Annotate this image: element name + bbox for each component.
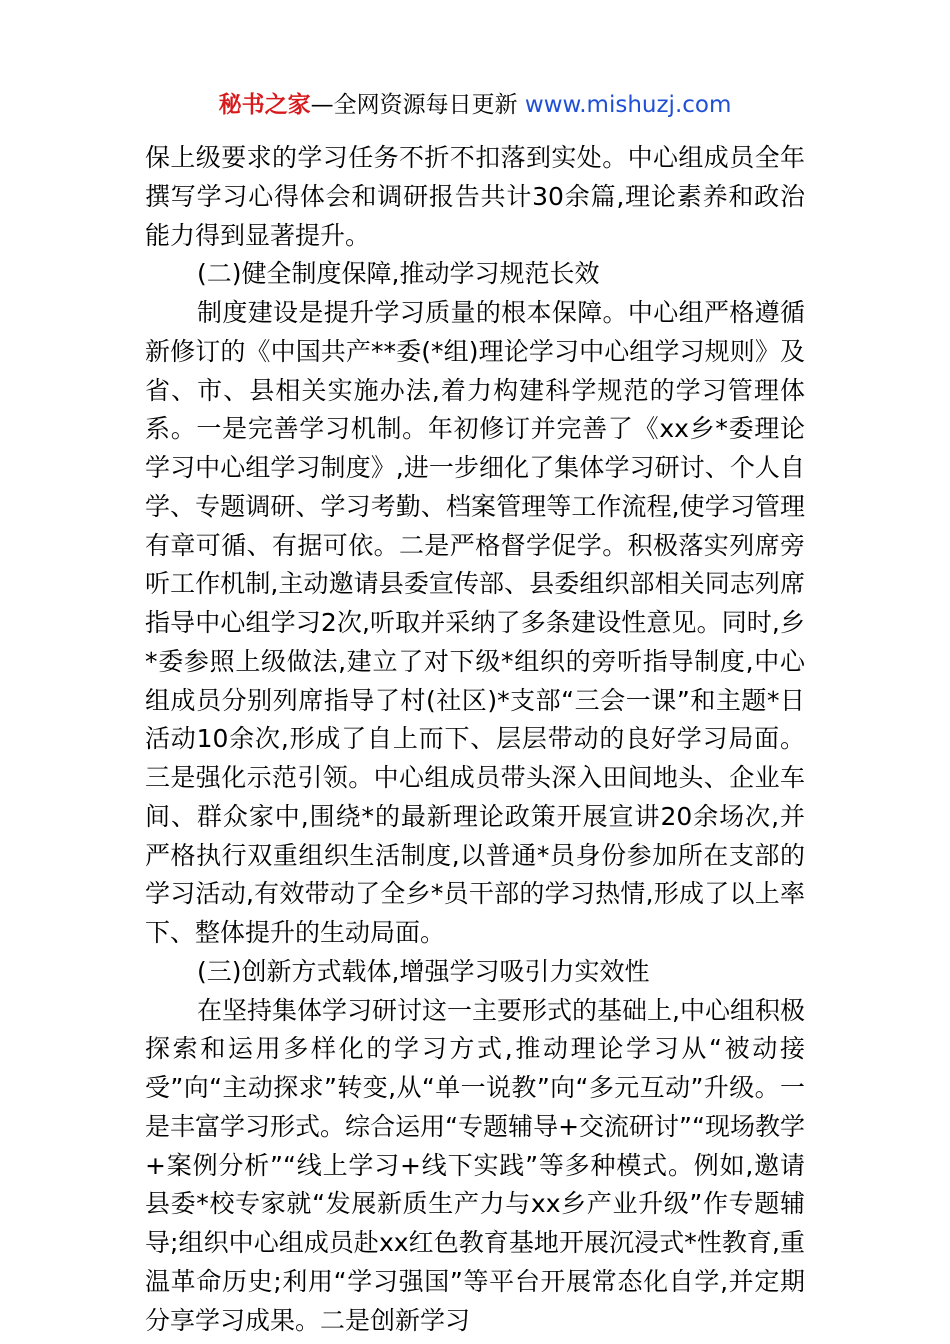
site-url[interactable]: www.mishuzj.com [524,92,732,118]
brand-name: 秘书之家 [218,92,311,118]
section-heading-2: (二)健全制度保障,推动学习规范长效 [197,259,600,289]
section-heading-3: (三)创新方式载体,增强学习吸引力实效性 [197,956,650,986]
document-body [145,139,805,1340]
paragraph-system-building: 制度建设是提升学习质量的根本保障。中心组严格遵循新修订的《中国共产**委(*组)理论学习中心组学习规则》及省、市、县相关实施办法,着力构建科学规范的学习管理体系。一是完善学习机制。年初修订并完善了《xx乡*委理论学习中心组学习制度》,进一步细化了集体学习研讨、个人自学、专题调研、学习考勤、档案管理等工作流程,使学习管理有章可循、有据可依。二是严格督学促学。积极落实列席旁听工作机制,主动邀请县委宣传部、县委组织部相关同志列席指导中心组学习2次,听取并采纳了多条建设性意见。同时,乡*委参照上级做法,建立了对下级*组织的旁听指导制度,中心组成员分别列席指导了村(社区)*支部“三会一课”和主题*日活动10余次,形成了自上而下、层层带动的良好学习局面。三是强化示范引领。中心组成员带头深入田间地头、企业车间、群众家中,围绕*的最新理论政策开展宣讲20余场次,并严格执行双重组织生活制度,以普通*员身份参加所在支部的学习活动,有效带动了全乡*员干部的学习热情,形成了以上率下、整体提升的生动局面。 [145,298,805,947]
header-tagline: —全网资源每日更新 [310,92,518,118]
paragraph-innovation: 在坚持集体学习研讨这一主要形式的基础上,中心组积极探索和运用多样化的学习方式,推动理论学习从“被动接受”向“主动探求”转变,从“单一说教”向“多元互动”升级。一是丰富学习形式。综合运用“专题辅导+交流研讨”“现场教学+案例分析”“线上学习+线下实践”等多种模式。例如,邀请县委*校专家就“发展新质生产力与xx乡产业升级”作专题辅导;组织中心组成员赴xx红色教育基地开展沉浸式*性教育,重温革命历史;利用“学习强国”等平台开展常态化自学,并定期分享学习成果。二是创新学习 [145,995,805,1335]
page-header [0,90,950,120]
paragraph-continuation: 保上级要求的学习任务不折不扣落到实处。中心组成员全年撰写学习心得体会和调研报告共计30余篇,理论素养和政治能力得到显著提升。 [145,143,805,250]
